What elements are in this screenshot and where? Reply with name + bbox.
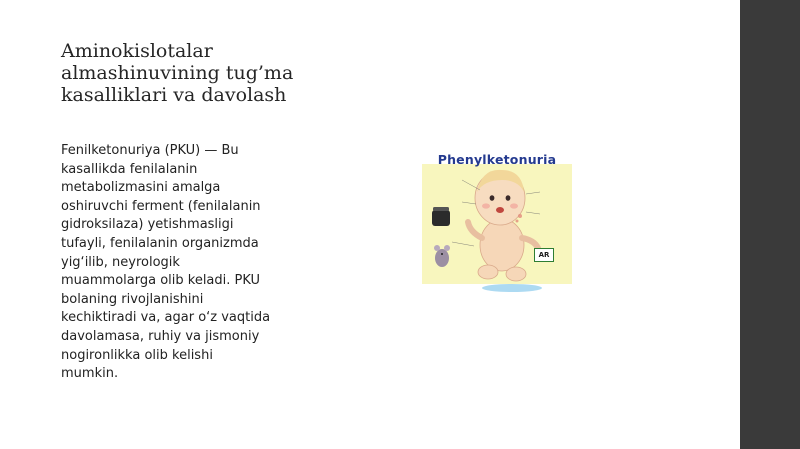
pku-illustration-art [422,150,572,296]
presentation-sidebar [740,0,800,449]
inheritance-badge: AR [534,248,554,262]
slide-title: Aminokislotalar almashinuvining tug’ma kasalliklari va davolash [61,40,294,106]
slide-body-text: Fenilketonuriya (PKU) — Bu kasallikda fenilalanin metabolizmasini amalga oshiruvchi ferment (fenilalanin gidroksilaza) yetishmasligi tufayli, fenilalanin organizmda yig‘ilib, neyrologik muammolarga olib keladi. PKU bolaning rivojlanishini kechiktiradi va, agar o‘z vaqtida davolamasa, ruhiy va jismoniy nogironlikka olib kelishi mumkin. [61,143,271,382]
illustration-title: Phenylketonuria [437,152,557,167]
jar-icon [432,207,450,226]
water-puddle [482,284,542,292]
pku-illustration [422,150,572,296]
